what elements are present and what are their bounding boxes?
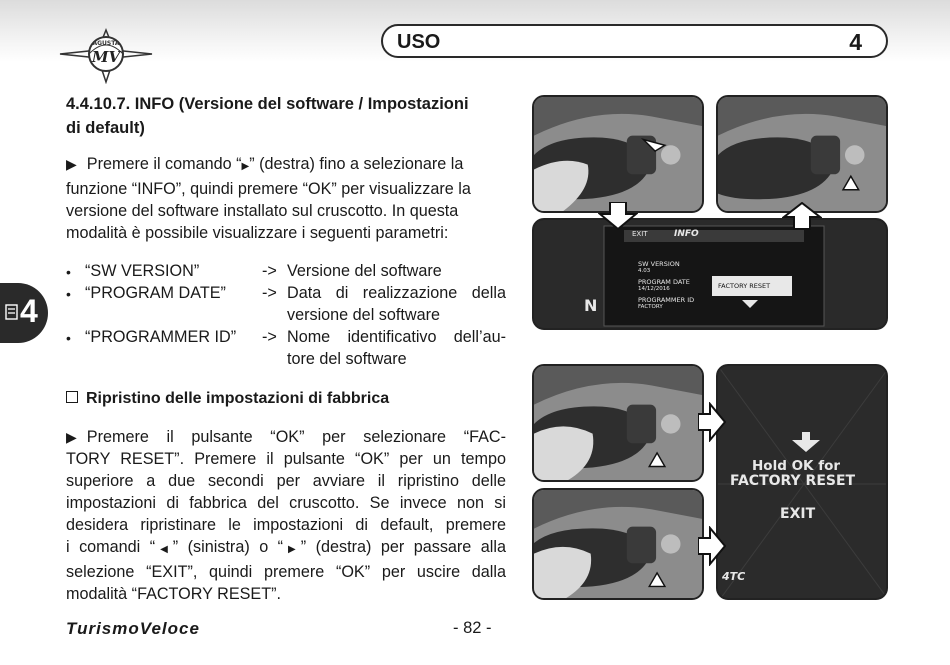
- parameter-list: • “SW VERSION” -> Versione del software • “PROGRAM DATE” -> Data di realizzazione della versione del software • “PROGRAMMER ID” -> Nome identificativo dell’au- tore del software: [66, 262, 506, 368]
- right-pointer-arrow-icon: [698, 402, 726, 442]
- right-arrow-icon: ▶: [283, 544, 301, 555]
- screen-exit-tab: EXIT: [632, 230, 648, 238]
- right-pointer-arrow-icon: [698, 526, 726, 566]
- handlebar-photo-right-press: [532, 95, 704, 213]
- footer-brand-logo: TurismoVeloce: [66, 619, 200, 638]
- chapter-tab: [0, 283, 48, 343]
- intro-paragraph: [66, 153, 506, 244]
- section-title: USO: [397, 31, 441, 53]
- dashboard-info-screen: EXIT INFO SW VERSION 4.03 PROGRAM DATE 14/12/2016 PROGRAMMER ID FACTORY FACTORY RESET N: [532, 218, 888, 330]
- handlebar-photo-ok-press: [716, 95, 888, 213]
- chapter-tab-number: 4: [20, 293, 38, 329]
- reset-subheading: Ripristino delle impostazioni di fabbrica: [66, 388, 506, 410]
- factory-reset-option: FACTORY RESET: [718, 282, 771, 290]
- reset-line-2: TORY RESET”. Premere il pulsante “OK” per un tempo: [66, 450, 506, 468]
- intro-line-2: funzione “INFO”, quindi premere “OK” per visualizzare la: [66, 180, 471, 198]
- dashboard-reset-screen: [716, 364, 888, 600]
- page-number: - 82 -: [453, 619, 492, 637]
- traction-control-indicator: 4TC: [722, 570, 746, 583]
- handlebar-photo-left-press: [532, 488, 704, 600]
- gear-indicator: N: [584, 296, 598, 315]
- step-triangle-icon: ▶: [66, 156, 77, 172]
- up-arrow-icon: [782, 202, 822, 230]
- section-number: 4: [849, 29, 862, 55]
- reset-line-8: modalità “FACTORY RESET”.: [66, 585, 281, 603]
- down-arrow-icon: [598, 202, 638, 230]
- reset-screen-line-1: Hold OK for: [752, 458, 841, 474]
- logo-initials: MV: [91, 48, 121, 66]
- reset-paragraph: [66, 426, 506, 605]
- heading-line-2: di default): [66, 119, 145, 137]
- mv-agusta-logo: [58, 24, 154, 84]
- reset-screen-line-2: FACTORY RESET: [730, 473, 856, 489]
- reset-line-4: impostazioni di fabbrica del cruscotto. Se invece non si: [66, 494, 506, 512]
- left-arrow-icon: ◀: [155, 544, 173, 555]
- reset-line-7: selezione “EXIT”, quindi premere “OK” per uscire dalla: [66, 563, 506, 581]
- reset-screen-exit: EXIT: [780, 506, 816, 522]
- section-heading: [66, 92, 506, 140]
- logo-top-text: AGUSTA: [92, 40, 120, 47]
- reset-line-6: i comandi “◀” (sinistra) o “▶” (destra) per passare alla: [66, 538, 506, 556]
- intro-line-1: ▶ Premere il comando “▶” (destra) fino a selezionare la: [66, 155, 464, 173]
- heading-line-1: 4.4.10.7. INFO (Versione del software / Impostazioni: [66, 95, 469, 113]
- chapter-book-icon: [5, 303, 19, 321]
- intro-line-4: modalità è possibile visualizzare i seguenti parametri:: [66, 224, 449, 242]
- intro-line-3: versione del software installato sul cruscotto. In questa: [66, 202, 459, 220]
- screen-menu-title: INFO: [674, 229, 699, 239]
- reset-line-3: superiore a due secondi per avviare il ripristino delle: [66, 472, 506, 490]
- section-header: [381, 24, 888, 58]
- right-arrow-icon: ▶: [241, 161, 250, 172]
- step-triangle-icon: ▶: [66, 429, 77, 445]
- handlebar-photo-ok-hold: [532, 364, 704, 482]
- reset-line-5: desidera ripristinare le impostazioni di default, premere: [66, 516, 506, 534]
- checkbox-icon: [66, 391, 78, 403]
- reset-line-1: ▶ Premere il pulsante “OK” per selezionare “FAC-: [66, 428, 506, 446]
